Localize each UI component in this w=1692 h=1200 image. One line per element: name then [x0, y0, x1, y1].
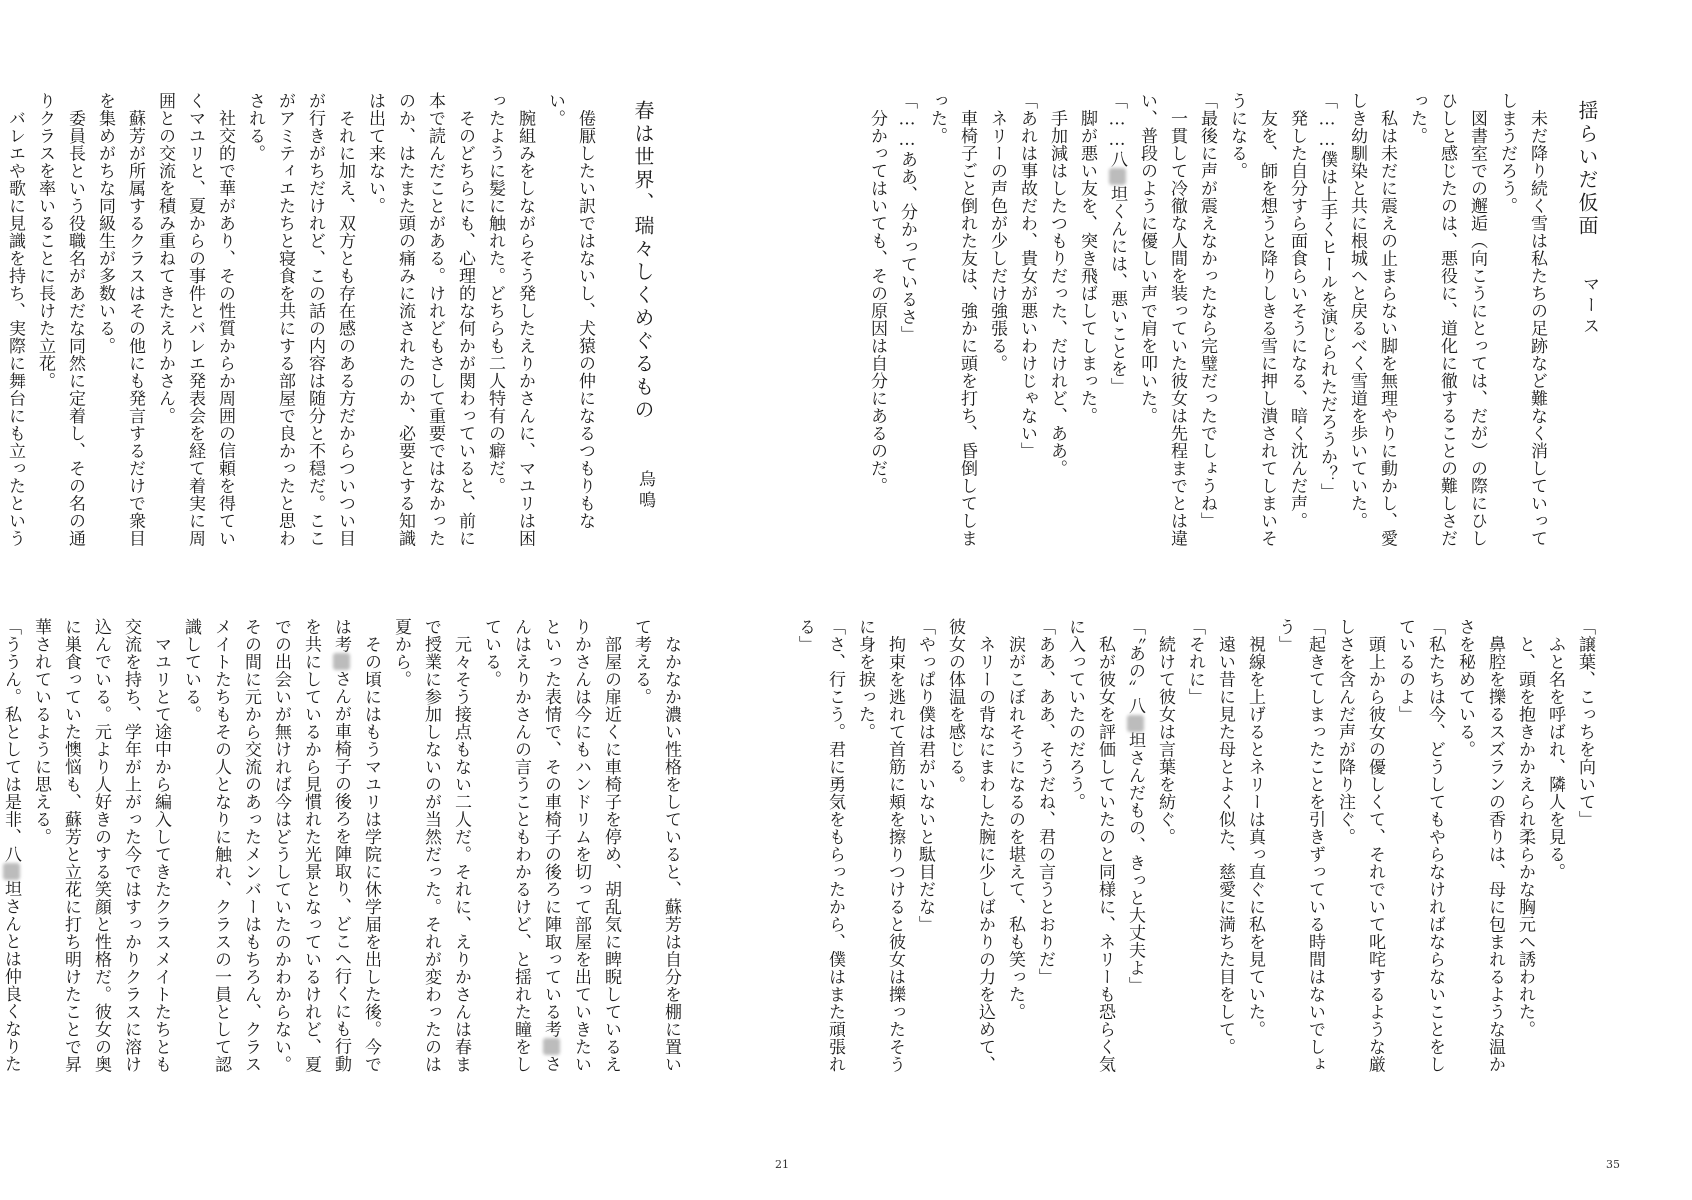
paragraph-text: 「ううん。私としては是非、八 — [1, 618, 21, 863]
paragraph-text: 「譲葉、こっちを向いて」 — [1575, 618, 1595, 828]
paragraph — [1120, 618, 1150, 1080]
paragraph-text: 分かってはいても、その原因は自分にあるのだ。 — [867, 92, 887, 495]
paragraph-text: 「……僕は上手くヒールを演じられただろうか？」 — [1317, 92, 1337, 501]
paragraph — [1570, 618, 1600, 1080]
paragraph — [862, 92, 892, 547]
paragraph-text: 一貫して冷徹な人間を装っていた彼女は先程までとは違い、普段のように優しい声で肩を叩いた。 — [1137, 92, 1187, 547]
paragraph — [1330, 618, 1390, 1080]
paragraph-text: 発した自分すら面食らいそうになる、暗く沈んだ声。 — [1287, 92, 1307, 530]
paragraph-text: バレエや歌に見識を持ち、実際に舞台にも立ったという — [5, 109, 25, 547]
paragraph-text: 脚が悪い友を、突き飛ばしてしまった。 — [1077, 92, 1097, 425]
paragraph-text: 元々そう接点もない二人だ。それに、えりかさんは春まで授業に参加しないのが当然だった。それが変わったのは夏から。 — [391, 618, 471, 1073]
paragraph-text: 「あれは事故だわ、貴女が悪いわけじゃない」 — [1017, 92, 1037, 460]
paragraph — [910, 618, 940, 1080]
paragraph — [386, 618, 476, 1080]
paragraph-text: その頃にはもうマユリは学院に休学届を出した後。今では考 — [331, 618, 381, 1073]
paragraph — [1060, 618, 1120, 1080]
paragraph-text: 「さ、行こう。君に勇気をもらったから、僕はまた頑張れる」 — [795, 618, 845, 1073]
paragraph-text: 私が彼女を評価していたのと同様に、ネリーも恐らく気に入っていたのだろう。 — [1065, 618, 1115, 1073]
paragraph-text: そのどちらにも、心理的な何かが関わっていると、前に本で読んだことがある。けれどもさして重要ではなかったのか、はたまた頭の痛みに流されたのか、必要とする知識は出て来ない。 — [365, 92, 475, 547]
paragraph — [1072, 92, 1102, 547]
paragraph-text: 蘇芳が所属するクラスはその他にも発言するだけで衆目を集めがちな同級生が多数いる。 — [95, 92, 145, 547]
paragraph — [892, 92, 922, 547]
paragraph-text: と、頭を抱きかかえられ柔らかな胸元へ誘われた。 — [1515, 618, 1535, 1038]
right-lower-text-block — [795, 618, 1600, 1080]
paragraph-text: 「〝あの〟八 — [1125, 618, 1145, 715]
paragraph-text: 倦厭したい訳ではないし、犬猿の仲になるつもりもない。 — [545, 92, 595, 530]
paragraph — [1030, 618, 1060, 1080]
paragraph-text: 坦さんとは仲良くなりた — [1, 880, 21, 1073]
paragraph-text: それに加え、双方とも存在感のある方だからついつい目が行きがちだけれど、この話の内容は随分と不穏だ。ここがアミティエたちと寝食を共にする部屋で良かったと思わされる。 — [245, 92, 355, 547]
paragraph-text: 「やっぱり僕は君がいないと駄目だな」 — [915, 618, 935, 933]
paragraph — [1402, 92, 1492, 547]
paragraph-text: 坦くんには、悪いことを」 — [1107, 185, 1127, 395]
paragraph — [1042, 92, 1072, 547]
paragraph — [90, 92, 150, 547]
right-story-title: 揺らいだ仮面 — [1575, 100, 1599, 238]
paragraph-text: 「起きてしまったことを引きずっている時間はないでしょう」 — [1275, 618, 1325, 1073]
paragraph-text: ネリーの背なにまわした腕に少しばかりの力を込めて、彼女の体温を感じる。 — [945, 618, 995, 1073]
paragraph — [850, 618, 910, 1080]
paragraph-text: 鼻腔を擽るスズランの香りは、母に包まれるような温かさを秘めている。 — [1455, 618, 1505, 1073]
paragraph — [1000, 618, 1030, 1080]
paragraph — [1312, 92, 1342, 547]
paragraph — [1492, 92, 1552, 547]
redaction-mark — [543, 1038, 560, 1055]
paragraph — [150, 92, 240, 547]
paragraph-text: 「……ああ、分かっているさ」 — [897, 92, 917, 343]
paragraph — [940, 618, 1000, 1080]
paragraph — [626, 618, 686, 1080]
paragraph — [1270, 618, 1330, 1080]
paragraph — [476, 618, 626, 1080]
paragraph-text: 視線を上げるとネリーは真っ直ぐに私を見ていた。 — [1245, 618, 1265, 1038]
left-lower-text-block — [0, 618, 686, 1080]
paragraph — [1450, 618, 1510, 1080]
right-upper-text-block — [867, 92, 1552, 547]
paragraph-text: マユリとて途中から編入してきたクラスメイトたちとも交流を持ち、学年が上がった今ではすっかりクラスに溶け込んでいる。元より人好きのする笑顔と性格だ。彼女の奥に巣食っていた懊悩も、蘇芳と立花に打ち明けたことで昇華されているように思える。 — [31, 618, 171, 1073]
left-upper-text-block — [0, 92, 600, 547]
paragraph-text: 「それに」 — [1185, 618, 1205, 706]
right-story-author: マース — [1579, 275, 1599, 338]
redaction-mark — [1127, 715, 1144, 732]
paragraph — [1222, 92, 1282, 547]
paragraph — [0, 92, 30, 547]
paragraph-text: 図書室での邂逅（向こうにとっては、だが）の際にひしひしと感じたのは、悪役に、道化に徹することの難しさだった。 — [1407, 92, 1487, 547]
paragraph — [790, 618, 850, 1080]
paragraph — [240, 92, 360, 547]
redaction-mark — [3, 863, 20, 880]
paragraph — [1540, 618, 1570, 1080]
paragraph — [360, 92, 480, 547]
right-page — [795, 0, 1692, 1200]
left-page-number: 21 — [775, 1158, 789, 1171]
left-story-author: 烏鳴 — [635, 470, 655, 512]
right-page-number: 35 — [1606, 1158, 1620, 1171]
paragraph-text: 手加減はしたつもりだった、だけれど、ああ。 — [1047, 92, 1067, 477]
paragraph-text: なかなか濃い性格をしていると、蘇芳は自分を棚に置いて考える。 — [631, 618, 681, 1073]
paragraph — [1240, 618, 1270, 1080]
paragraph-text: 坦さんだもの、きっと大丈夫よ」 — [1125, 731, 1145, 994]
paragraph — [1210, 618, 1240, 1080]
paragraph-text: 社交的で華があり、その性質からか周囲の信頼を得ていくマユリと、夏からの事件とバレエ発表会を経て着実に周囲との交流を積み重ねてきたえりかさん。 — [155, 92, 235, 547]
paragraph-text: 「ああ、ああ、そうだね、君の言うとおりだ」 — [1035, 618, 1055, 986]
paragraph — [1150, 618, 1180, 1080]
paragraph-text: 涙がこぼれそうになるのを堪えて、私も笑った。 — [1005, 618, 1025, 1021]
redaction-mark — [1109, 168, 1126, 185]
paragraph-text: ふと名を呼ばれ、隣人を見る。 — [1545, 618, 1565, 881]
paragraph-text: 私は未だに震えの止まらない脚を無理やりに動かし、愛しき幼馴染と共に根城へと戻るべく雪道を歩いていた。 — [1347, 92, 1397, 547]
paragraph — [1132, 92, 1192, 547]
paragraph-text: 「最後に声が震えなかったなら完璧だったでしょうね」 — [1197, 92, 1217, 530]
paragraph-text: 続けて彼女は言葉を紡ぐ。 — [1155, 618, 1175, 846]
paragraph — [1012, 92, 1042, 547]
paragraph — [1510, 618, 1540, 1080]
paragraph-text: 部屋の扉近くに車椅子を停め、胡乱気に睥睨しているえりかさんは今にもハンドリムを切って部屋を出ていきたいといった表情で、その車椅子の後ろに陣取っている考 — [541, 618, 621, 1073]
paragraph — [30, 92, 90, 547]
paragraph — [1102, 92, 1132, 547]
paragraph — [540, 92, 600, 547]
paragraph-text: 遠い昔に見た母とよく似た、慈愛に満ちた目をして。 — [1215, 618, 1235, 1056]
paragraph-text: さんが車椅子の後ろを陣取り、どこへ行くにも行動を共にしているから見慣れた光景となっているけれど、夏での出会いが無ければ今はどうしていたのかわからない。その間に元から交流のあったメンバーはもちろん、クラスメイトたちもその人となりに触れ、クラスの一員として認識している。 — [181, 618, 351, 1073]
paragraph — [480, 92, 540, 547]
paragraph — [176, 618, 386, 1080]
paragraph-text: 友を、師を想うと降りしきる雪に押し潰されてしまいそうになる。 — [1227, 92, 1277, 547]
paragraph-text: ネリーの声色が少しだけ強張る。 — [987, 92, 1007, 372]
paragraph-text: 車椅子ごと倒れた友は、強かに頭を打ち、昏倒してしまった。 — [927, 92, 977, 547]
paragraph — [1390, 618, 1450, 1080]
paragraph — [1180, 618, 1210, 1080]
paragraph-text: さんはえりかさんの言うこともわかるけど、と揺れた瞳をしている。 — [481, 618, 561, 1073]
paragraph — [1192, 92, 1222, 547]
paragraph-text: 腕組みをしながらそう発したえりかさんに、マユリは困ったように髪に触れた。どちらも二人特有の癖だ。 — [485, 92, 535, 547]
paragraph-text: 「私たちは今、どうしてもやらなければならないことをしているのよ」 — [1395, 618, 1445, 1073]
paragraph — [982, 92, 1012, 547]
left-story-title: 春は世界、瑞々しくめぐるもの — [631, 100, 655, 422]
paragraph-text: 「……八 — [1107, 92, 1127, 168]
paragraph — [0, 618, 26, 1080]
paragraph-text: 未だ降り続く雪は私たちの足跡など難なく消していってしまうだろう。 — [1497, 92, 1547, 547]
paragraph — [922, 92, 982, 547]
redaction-mark — [333, 653, 350, 670]
paragraph-text: 頭上から彼女の優しくて、それでいて叱咤するような厳しさを含んだ声が降り注ぐ。 — [1335, 618, 1385, 1073]
paragraph-text: 拘束を逃れて首筋に頬を擦りつけると彼女は擽ったそうに身を捩った。 — [855, 618, 905, 1073]
paragraph — [26, 618, 176, 1080]
paragraph-text: 委員長という役職名があだな同然に定着し、その名の通りクラスを率いることに長けた立花。 — [35, 92, 85, 547]
paragraph — [1282, 92, 1312, 547]
paragraph — [1342, 92, 1402, 547]
